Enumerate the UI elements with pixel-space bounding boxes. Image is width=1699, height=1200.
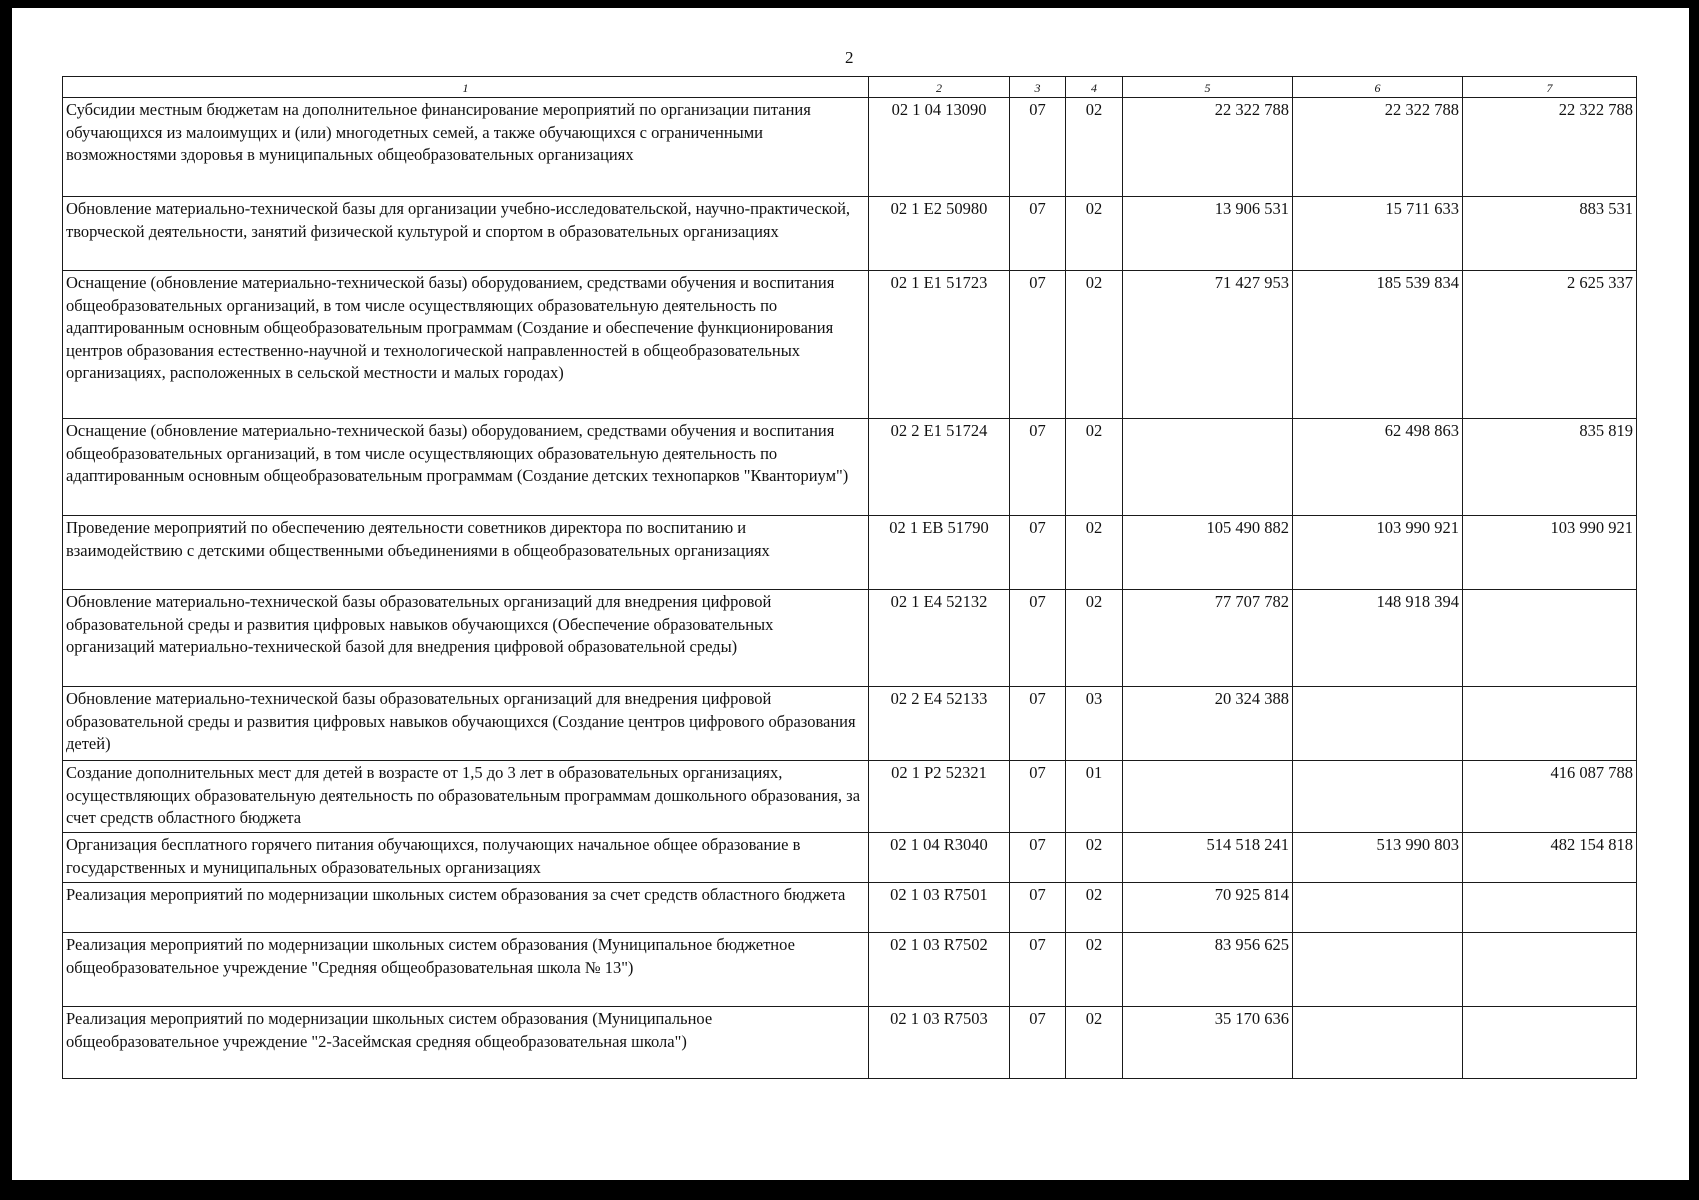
- row-value-col6: 513 990 803: [1293, 833, 1463, 883]
- row-description: Реализация мероприятий по модернизации школьных систем образования за счет средств областного бюджета: [63, 883, 869, 933]
- row-value-col6: 103 990 921: [1293, 516, 1463, 590]
- row-section: 07: [1010, 1007, 1066, 1079]
- row-code: 02 1 03 R7501: [869, 883, 1010, 933]
- row-value-col5: 71 427 953: [1123, 271, 1293, 419]
- row-section: 07: [1010, 419, 1066, 516]
- row-code: 02 1 E4 52132: [869, 590, 1010, 687]
- row-value-col5: 22 322 788: [1123, 98, 1293, 197]
- row-description: Обновление материально-технической базы образовательных организаций для внедрения цифровой образовательной среды и развития цифровых навыков обучающихся (Создание центров цифрового образования детей): [63, 687, 869, 761]
- row-description: Реализация мероприятий по модернизации школьных систем образования (Муниципальное бюджетное общеобразовательное учреждение "Средняя общеобразовательная школа № 13"): [63, 933, 869, 1007]
- row-subsection: 02: [1066, 883, 1123, 933]
- row-value-col5: 514 518 241: [1123, 833, 1293, 883]
- row-section: 07: [1010, 933, 1066, 1007]
- column-header: 6: [1293, 77, 1463, 98]
- row-code: 02 1 E2 50980: [869, 197, 1010, 271]
- row-description: Оснащение (обновление материально-технической базы) оборудованием, средствами обучения и воспитания общеобразовательных организаций, в том числе осуществляющих образовательную деятельность по адаптированным основным общеобразовательным программам (Создание и обеспечение функционирования центров образования естественно-научной и технологической направленностей в общеобразовательных организациях, расположенных в сельской местности и малых городах): [63, 271, 869, 419]
- row-description: Субсидии местным бюджетам на дополнительное финансирование мероприятий по организации питания обучающихся из малоимущих и (или) многодетных семей, а также обучающихся с ограниченными возможностями здоровья в муниципальных общеобразовательных организациях: [63, 98, 869, 197]
- row-description: Проведение мероприятий по обеспечению деятельности советников директора по воспитанию и взаимодействию с детскими общественными объединениями в общеобразовательных организациях: [63, 516, 869, 590]
- table-row: [63, 271, 1637, 419]
- table-row: [63, 933, 1637, 1007]
- row-value-col6: 62 498 863: [1293, 419, 1463, 516]
- row-value-col7: [1463, 1007, 1637, 1079]
- row-subsection: 02: [1066, 271, 1123, 419]
- column-header: 4: [1066, 77, 1123, 98]
- scan-border-top: [0, 0, 1699, 8]
- row-value-col7: 416 087 788: [1463, 761, 1637, 833]
- table-row: [63, 197, 1637, 271]
- row-subsection: 03: [1066, 687, 1123, 761]
- row-description: Организация бесплатного горячего питания обучающихся, получающих начальное общее образование в государственных и муниципальных образовательных организациях: [63, 833, 869, 883]
- row-code: 02 1 E1 51723: [869, 271, 1010, 419]
- row-section: 07: [1010, 687, 1066, 761]
- row-code: 02 2 E1 51724: [869, 419, 1010, 516]
- table-row: [63, 1007, 1637, 1079]
- row-section: 07: [1010, 197, 1066, 271]
- table-row: [63, 98, 1637, 197]
- row-code: 02 1 EB 51790: [869, 516, 1010, 590]
- scan-border-bottom: [0, 1180, 1699, 1200]
- budget-table: [62, 76, 1637, 1079]
- row-value-col7: 835 819: [1463, 419, 1637, 516]
- row-section: 07: [1010, 590, 1066, 687]
- row-value-col6: 22 322 788: [1293, 98, 1463, 197]
- row-value-col5: 105 490 882: [1123, 516, 1293, 590]
- row-subsection: 02: [1066, 1007, 1123, 1079]
- table-row: [63, 590, 1637, 687]
- table-row: [63, 761, 1637, 833]
- row-section: 07: [1010, 271, 1066, 419]
- table-header-row: [63, 77, 1637, 98]
- row-value-col6: 148 918 394: [1293, 590, 1463, 687]
- row-subsection: 02: [1066, 516, 1123, 590]
- row-section: 07: [1010, 883, 1066, 933]
- row-value-col5: 20 324 388: [1123, 687, 1293, 761]
- row-subsection: 02: [1066, 590, 1123, 687]
- row-value-col7: [1463, 883, 1637, 933]
- scan-border-right: [1689, 0, 1699, 1200]
- scan-border-left: [0, 0, 12, 1200]
- row-section: 07: [1010, 98, 1066, 197]
- row-value-col5: 35 170 636: [1123, 1007, 1293, 1079]
- row-value-col7: [1463, 933, 1637, 1007]
- row-subsection: 02: [1066, 98, 1123, 197]
- table-row: [63, 516, 1637, 590]
- row-code: 02 1 03 R7502: [869, 933, 1010, 1007]
- row-value-col7: 482 154 818: [1463, 833, 1637, 883]
- table-row: [63, 419, 1637, 516]
- row-value-col7: 22 322 788: [1463, 98, 1637, 197]
- row-description: Оснащение (обновление материально-технической базы) оборудованием, средствами обучения и воспитания общеобразовательных организаций, в том числе осуществляющих образовательную деятельность по адаптированным основным общеобразовательным программам (Создание детских технопарков "Кванториум"): [63, 419, 869, 516]
- page-number: 2: [845, 48, 854, 67]
- row-value-col7: [1463, 590, 1637, 687]
- row-description: Реализация мероприятий по модернизации школьных систем образования (Муниципальное общеобразовательное учреждение "2-Засеймская средняя общеобразовательная школа"): [63, 1007, 869, 1079]
- row-value-col6: [1293, 883, 1463, 933]
- row-value-col7: 2 625 337: [1463, 271, 1637, 419]
- row-value-col5: [1123, 761, 1293, 833]
- row-section: 07: [1010, 833, 1066, 883]
- row-subsection: 02: [1066, 419, 1123, 516]
- row-value-col5: 13 906 531: [1123, 197, 1293, 271]
- row-value-col6: 15 711 633: [1293, 197, 1463, 271]
- column-header: 5: [1123, 77, 1293, 98]
- row-value-col7: 883 531: [1463, 197, 1637, 271]
- row-value-col6: [1293, 1007, 1463, 1079]
- row-description: Создание дополнительных мест для детей в возрасте от 1,5 до 3 лет в образовательных организациях, осуществляющих образовательную деятельность по образовательным программам дошкольного образования, за счет средств областного бюджета: [63, 761, 869, 833]
- row-code: 02 2 E4 52133: [869, 687, 1010, 761]
- row-value-col7: 103 990 921: [1463, 516, 1637, 590]
- row-value-col5: 77 707 782: [1123, 590, 1293, 687]
- row-value-col7: [1463, 687, 1637, 761]
- row-section: 07: [1010, 516, 1066, 590]
- row-subsection: 02: [1066, 197, 1123, 271]
- row-value-col5: [1123, 419, 1293, 516]
- row-code: 02 1 P2 52321: [869, 761, 1010, 833]
- row-description: Обновление материально-технической базы образовательных организаций для внедрения цифровой образовательной среды и развития цифровых навыков обучающихся (Обеспечение образовательных организаций материально-технической базой для внедрения цифровой образовательной среды): [63, 590, 869, 687]
- row-subsection: 02: [1066, 833, 1123, 883]
- row-value-col6: 185 539 834: [1293, 271, 1463, 419]
- row-code: 02 1 04 R3040: [869, 833, 1010, 883]
- row-subsection: 01: [1066, 761, 1123, 833]
- row-value-col5: 70 925 814: [1123, 883, 1293, 933]
- table-row: [63, 687, 1637, 761]
- row-description: Обновление материально-технической базы для организации учебно-исследовательской, научно-практической, творческой деятельности, занятий физической культурой и спортом в образовательных организациях: [63, 197, 869, 271]
- row-code: 02 1 03 R7503: [869, 1007, 1010, 1079]
- row-value-col5: 83 956 625: [1123, 933, 1293, 1007]
- table-row: [63, 833, 1637, 883]
- row-value-col6: [1293, 687, 1463, 761]
- row-value-col6: [1293, 761, 1463, 833]
- column-header: 7: [1463, 77, 1637, 98]
- row-subsection: 02: [1066, 933, 1123, 1007]
- column-header: 3: [1010, 77, 1066, 98]
- column-header: 1: [63, 77, 869, 98]
- row-code: 02 1 04 13090: [869, 98, 1010, 197]
- row-value-col6: [1293, 933, 1463, 1007]
- row-section: 07: [1010, 761, 1066, 833]
- table-row: [63, 883, 1637, 933]
- column-header: 2: [869, 77, 1010, 98]
